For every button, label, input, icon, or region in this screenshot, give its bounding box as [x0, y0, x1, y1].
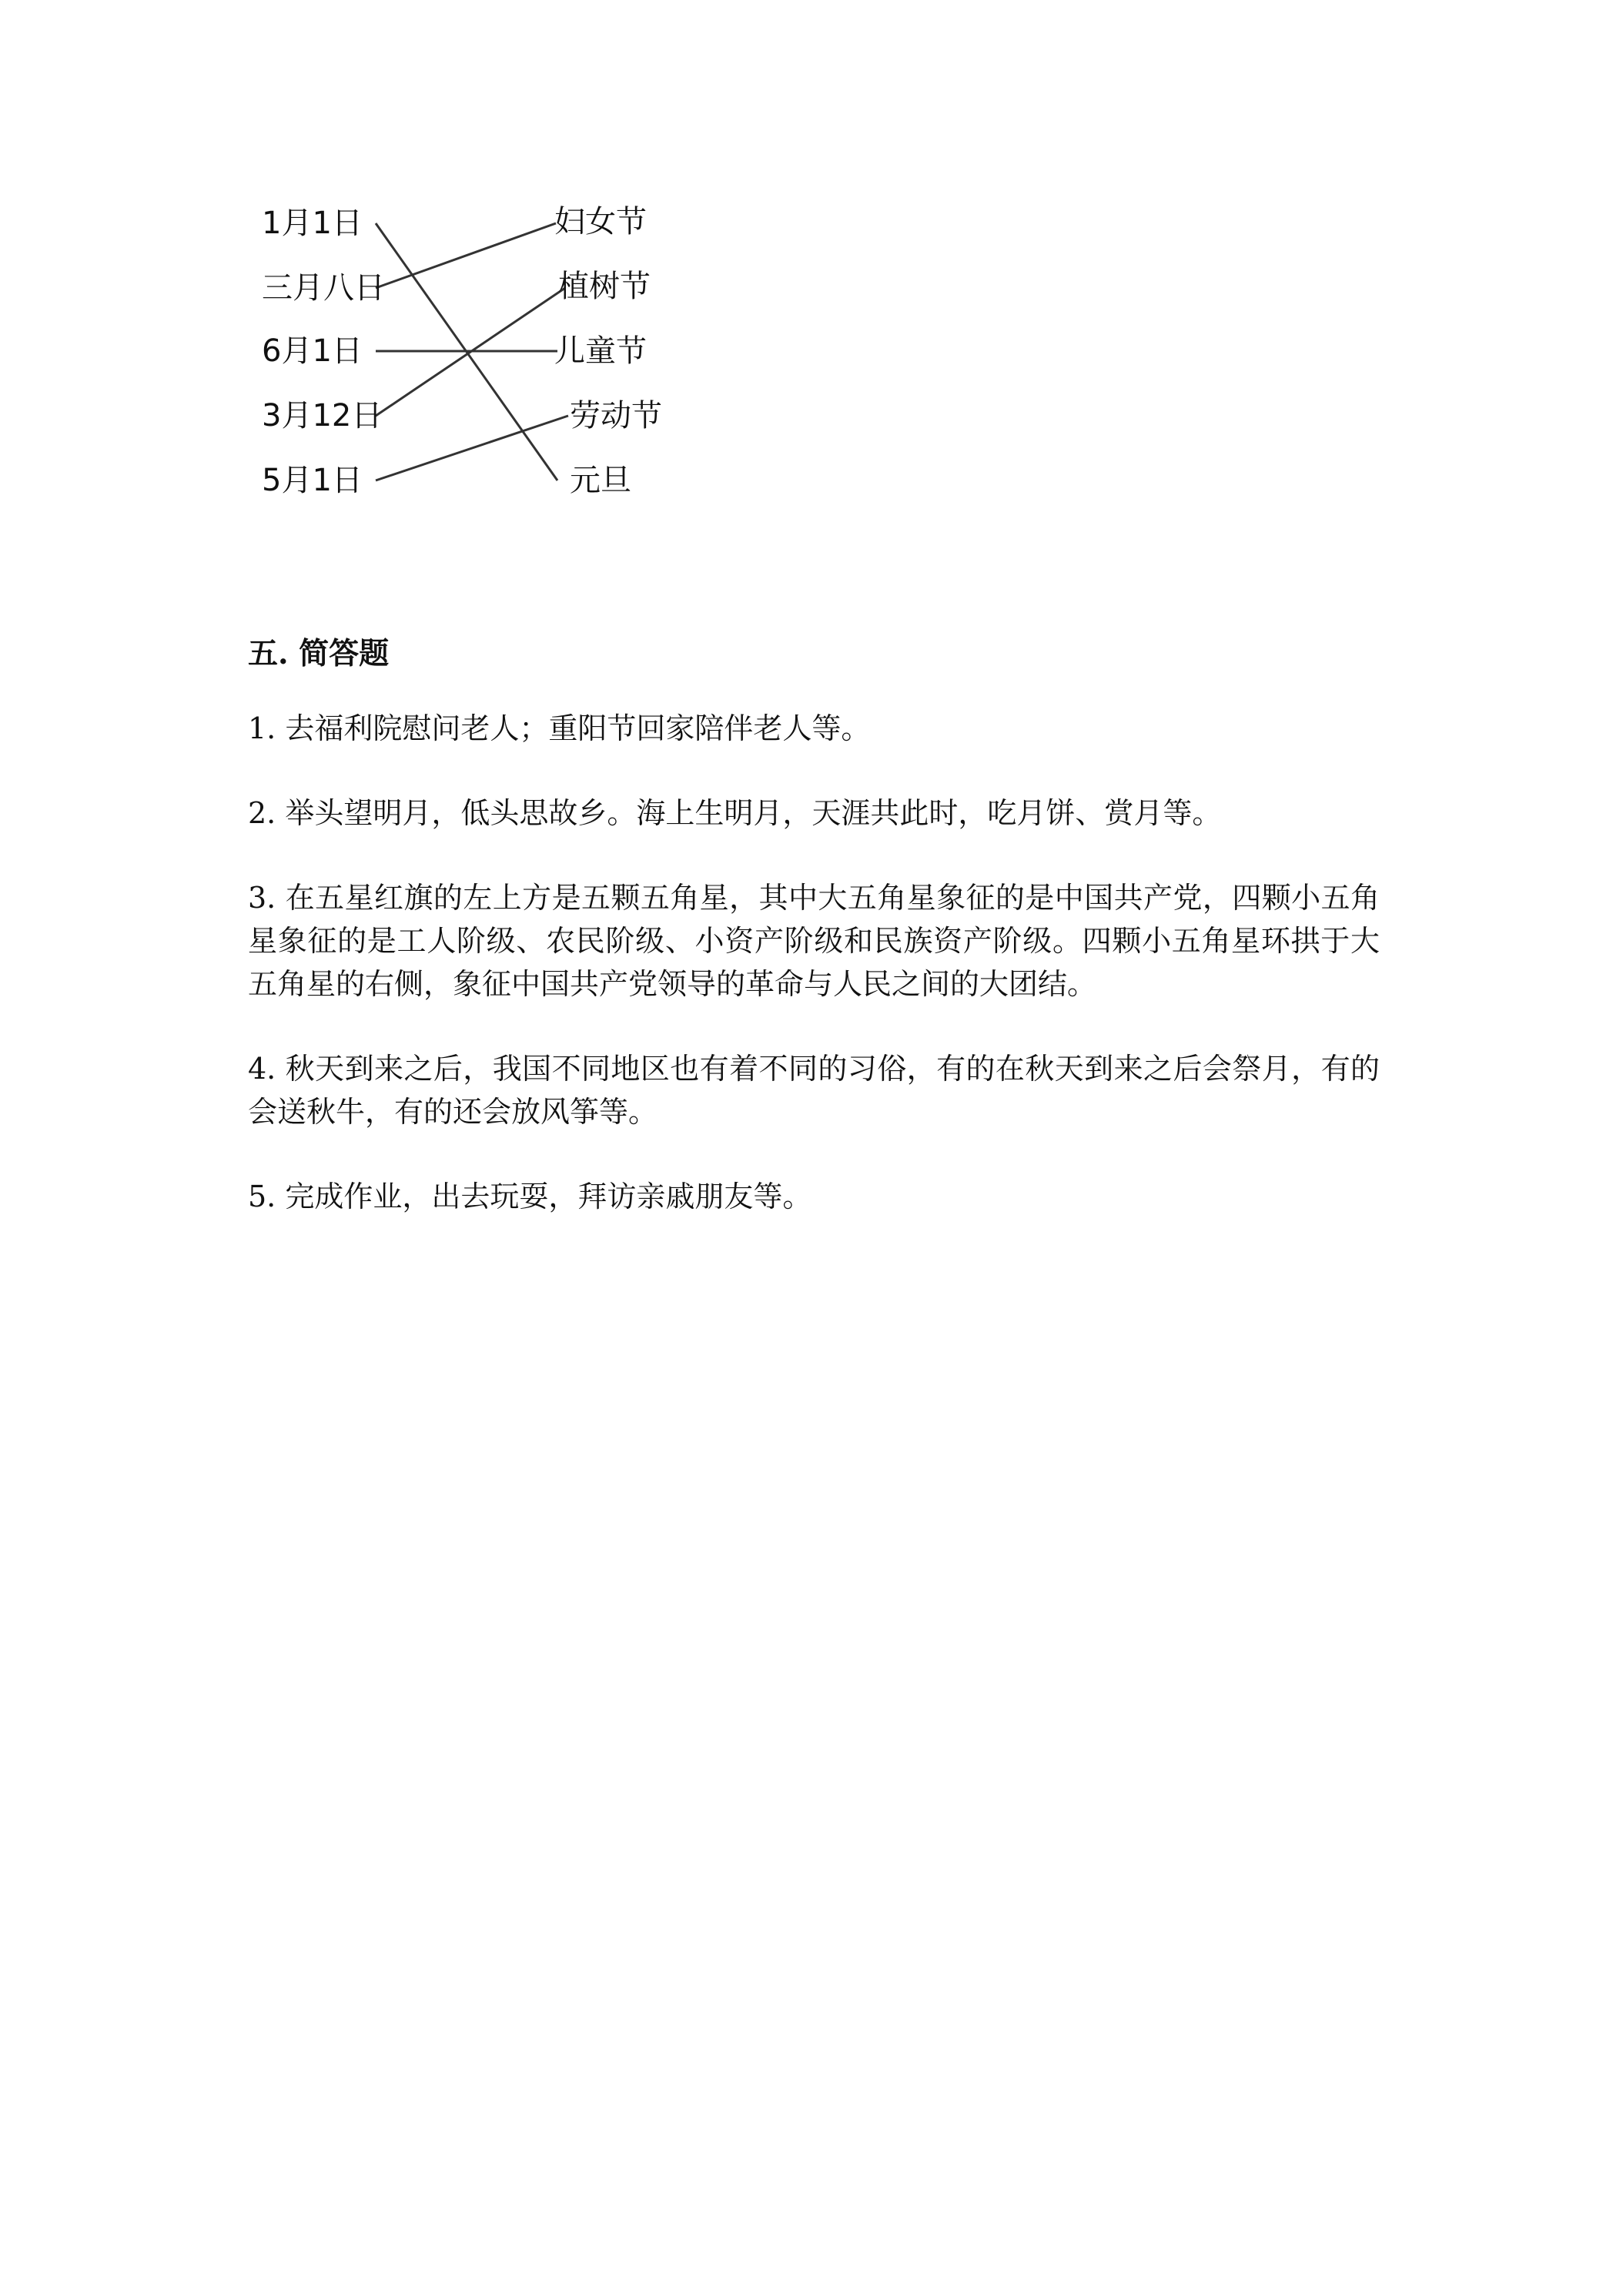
- right-item: 妇女节: [554, 204, 647, 239]
- match-line: [376, 416, 568, 480]
- answer-item: 4. 秋天到来之后，我国不同地区也有着不同的习俗，有的在秋天到来之后会祭月，有的会送秋牛，有的还会放风筝等。: [248, 1052, 1380, 1129]
- answer-item: 1. 去福利院慰问老人；重阳节回家陪伴老人等。: [248, 711, 871, 745]
- right-item: 劳动节: [570, 398, 662, 433]
- answer-item: 5. 完成作业，出去玩耍，拜访亲戚朋友等。: [248, 1180, 812, 1213]
- answer-item: 2. 举头望明月，低头思故乡。海上生明月，天涯共此时，吃月饼、赏月等。: [248, 796, 1222, 830]
- section-title: 五. 简答题: [248, 636, 390, 671]
- short-answer-section: [248, 630, 1380, 1260]
- right-item: 元旦: [570, 463, 631, 498]
- left-item: 6月1日: [262, 333, 363, 369]
- match-line: [376, 223, 556, 288]
- left-item: 5月1日: [262, 463, 363, 498]
- answer-item: 3. 在五星红旗的左上方是五颗五角星，其中大五角星象征的是中国共产党，四颗小五角星象征的是工人阶级、农民阶级、小资产阶级和民族资产阶级。四颗小五角星环拱于大五角星的右侧，象征中国共产党领导的革命与人民之间的大团结。: [248, 881, 1380, 1001]
- left-item: 1月1日: [262, 206, 363, 241]
- right-item: 儿童节: [554, 333, 647, 369]
- matching-diagram: [246, 192, 678, 516]
- left-item: 三月八日: [262, 270, 385, 306]
- left-item: 3月12日: [262, 398, 383, 433]
- right-item: 植树节: [558, 269, 651, 304]
